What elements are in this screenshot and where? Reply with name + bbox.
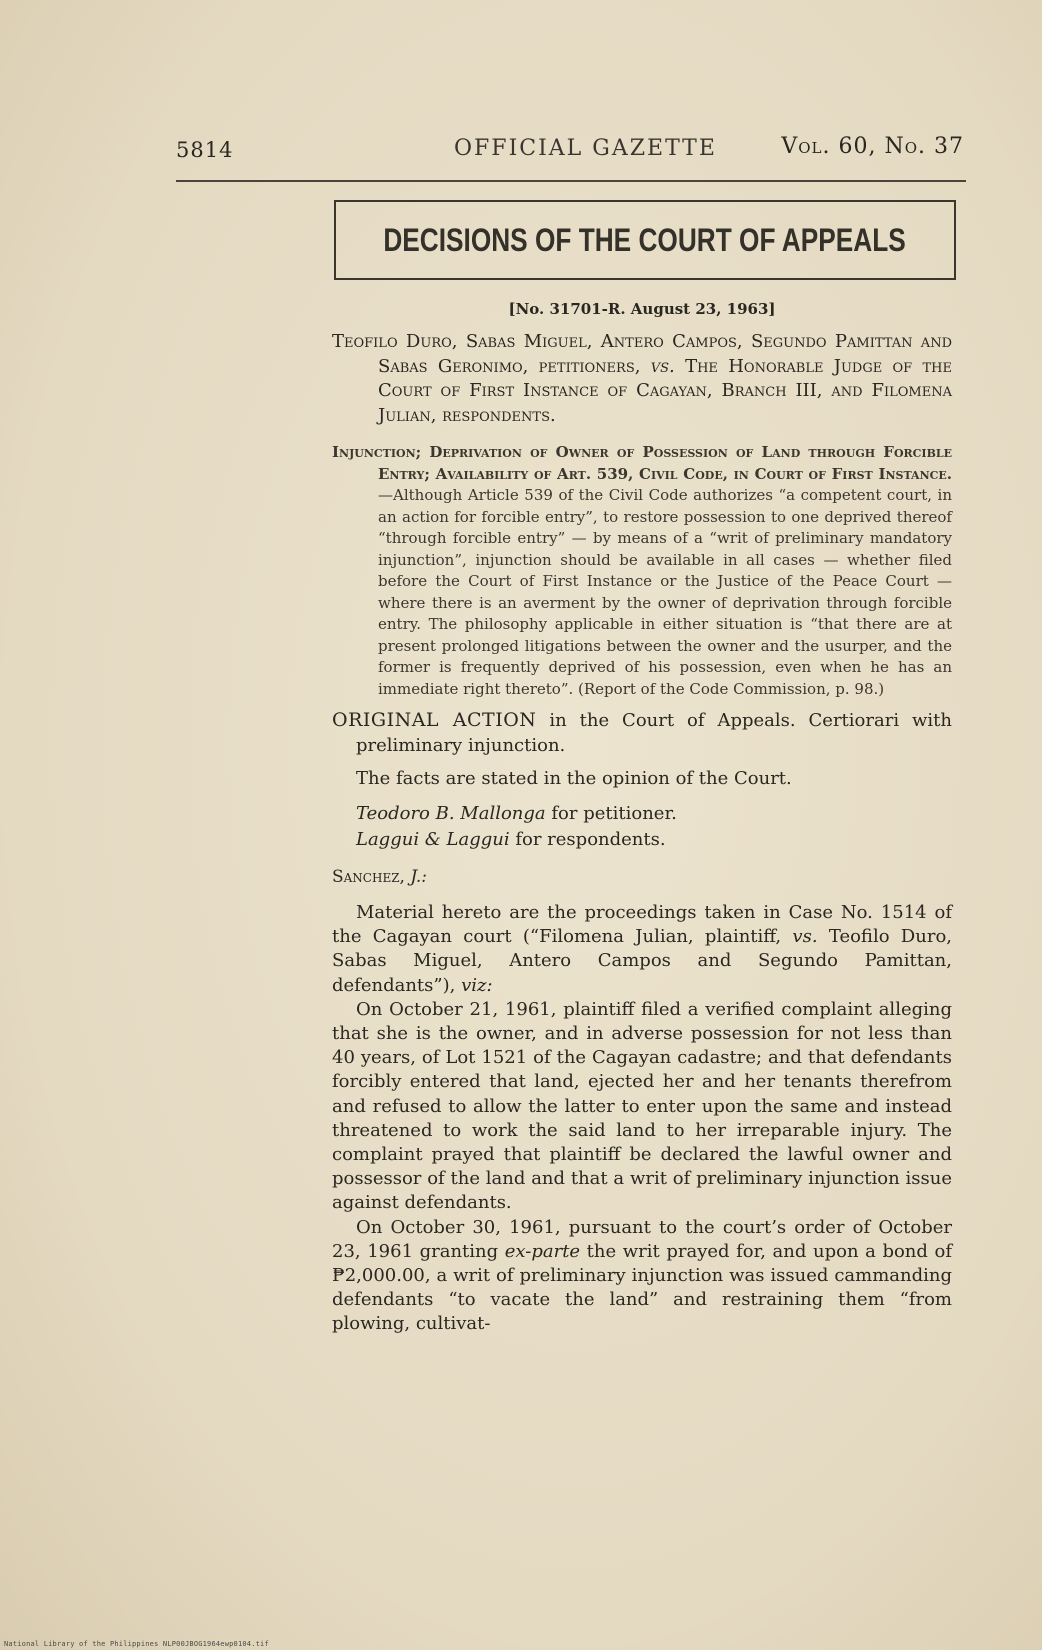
judge-suffix: J.:	[410, 867, 428, 887]
page-number: 5814	[176, 138, 234, 162]
parties-respondents: The Honorable Judge of the Court of First Instance of Cagayan, Branch III, and Filomena Julian, respondents.	[378, 355, 952, 426]
original-action	[332, 708, 952, 758]
counsel-respondent	[356, 827, 952, 853]
section-title: DECISIONS OF THE COURT OF APPEALS	[383, 221, 907, 258]
paragraph-1-viz: viz:	[461, 974, 493, 996]
counsel-petitioner-name: Teodoro B. Mallonga	[356, 803, 546, 824]
parties-vs: vs.	[650, 355, 675, 377]
syllabus-heading: Injunction; Deprivation of Owner of Possession of Land through Forcible Entry; Availability of Art. 539, Civil Code, in Court of First Instance.	[332, 443, 952, 483]
scan-footer: National Library of the Philippines NLP00JBOG1964ewp0104.tif	[4, 1640, 269, 1648]
volume-number: Vol. 60, No. 37	[781, 134, 964, 159]
paragraph-1	[332, 901, 952, 998]
original-action-caps: ORIGINAL ACTION	[332, 709, 537, 731]
facts-line: The facts are stated in the opinion of the Court.	[356, 768, 792, 789]
counsel-respondent-role: for respondents.	[509, 829, 666, 850]
paragraph-1-vs: vs.	[792, 926, 818, 948]
page-header	[176, 134, 964, 170]
counsel-petitioner-role: for petitioner.	[545, 803, 677, 824]
parties-petitioners: Teofilo Duro, Sabas Miguel, Antero Campos, Segundo Pamittan and Sabas Geronimo, petitioners,	[332, 331, 952, 377]
ponente	[332, 867, 952, 887]
syllabus-body: —Although Article 539 of the Civil Code authorizes “a competent court, in an action for forcible entry”, to restore possession to one deprived thereof “through forcible entry” — by means of a “writ of preliminary mandatory injunction”, injunction should be available in all cases — whether filed before the Court of First Instance or the Justice of the Peace Court — where there is an averment by the owner of deprivation through forcible entry. The philosophy applicable in either situation is “that there are at present prolonged litigations between the owner and the usurper, and the former is frequently deprived of his possession, even when he has an immediate right thereto”. (Report of the Code Commission, p. 98.)	[378, 486, 952, 698]
paragraph-2: On October 21, 1961, plaintiff filed a verified complaint alleging that she is the owner, and in adverse possession for not less than 40 years, of Lot 1521 of the Cagayan cadastre; and that defendants forcibly entered that land, ejected her and her tenants therefrom and refused to allow the latter to enter upon the same and instead threatened to work the said land to her irreparable injury. The complaint prayed that plaintiff be declared the lawful owner and possessor of the land and that a writ of preliminary injunction issue against defendants.	[332, 998, 952, 1214]
counsel-petitioner	[356, 801, 952, 827]
docket-line: [No. 31701-R. August 23, 1963]	[508, 300, 776, 318]
original-action-text: in the Court of Appeals. Certiorari with preliminary injunction.	[356, 710, 952, 756]
counsel-respondent-name: Laggui & Laggui	[356, 829, 510, 850]
counsel-block	[332, 801, 952, 853]
header-rule	[176, 180, 966, 182]
publication-title: OFFICIAL GAZETTE	[454, 136, 717, 161]
paragraph-3-exparte: ex-parte	[504, 1240, 581, 1262]
syllabus	[332, 442, 952, 700]
paragraph-1-a: Material hereto are the proceedings taken in Case No. 1514 of the Cagayan court (“Filomena Julian, plaintiff,	[332, 902, 952, 948]
paragraph-3-b: the writ prayed for, and upon a bond of ₱2,000.00, a writ of preliminary injunction was issued cammanding defendants “to vacate the land” and restraining them “from plowing, cultivat-	[332, 1240, 953, 1335]
section-title-box	[334, 200, 956, 280]
paragraph-3-a: On October 30, 1961, pursuant to the court’s order of October 23, 1961 granting	[332, 1216, 952, 1262]
judge-name: Sanchez,	[332, 867, 411, 887]
paragraph-1-b: Teofilo Duro, Sabas Miguel, Antero Campos and Segundo Pamittan, defendants”),	[332, 926, 952, 996]
case-parties	[332, 330, 952, 428]
decision-body	[332, 300, 952, 1337]
paragraph-3	[332, 1216, 952, 1337]
